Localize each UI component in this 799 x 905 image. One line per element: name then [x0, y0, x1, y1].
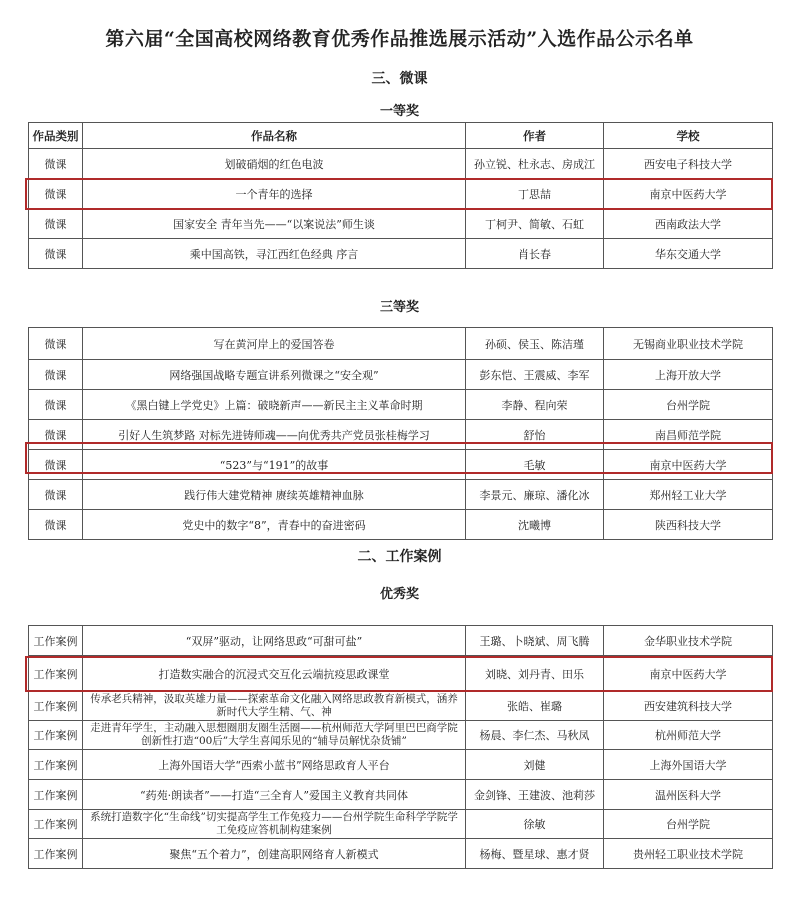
excellence-table	[28, 625, 773, 869]
cell-author: 丁思喆	[466, 179, 604, 209]
cell-category: 微课	[29, 239, 83, 269]
table-row	[29, 810, 773, 839]
award-heading-first-prize: 一等奖	[379, 104, 419, 119]
cell-category: 微课	[29, 450, 83, 480]
document-title: 第六届“全国高校网络教育优秀作品推选展示活动”入选作品公示名单	[105, 28, 694, 50]
cell-school: 温州医科大学	[604, 780, 773, 810]
cell-author: 刘晓、刘丹青、田乐	[466, 656, 604, 692]
cell-author: 张皓、崔璐	[466, 692, 604, 721]
cell-work-name: 划破硝烟的红色电波	[83, 149, 466, 179]
cell-work-name: 打造数实融合的沉浸式交互化云端抗疫思政课堂	[83, 656, 466, 692]
cell-author: 金剑锋、王建波、池莉莎	[466, 780, 604, 810]
table-row	[29, 360, 773, 390]
cell-school: 陕西科技大学	[604, 510, 773, 540]
cell-category: 微课	[29, 510, 83, 540]
cell-author: 孙立锐、杜永志、房成江	[466, 149, 604, 179]
cell-work-name: “523”与“191”的故事	[83, 450, 466, 480]
cell-work-name: “双屏”驱动，让网络思政“可甜可盐”	[83, 626, 466, 656]
cell-category: 工作案例	[29, 750, 83, 780]
cell-school: 金华职业技术学院	[604, 626, 773, 656]
cell-author: 王璐、卜晓斌、周飞腾	[466, 626, 604, 656]
cell-work-name: 党史中的数字“8”，青春中的奋进密码	[83, 510, 466, 540]
cell-school: 台州学院	[604, 810, 773, 839]
cell-school: 西南政法大学	[604, 209, 773, 239]
header-work-name: 作品名称	[83, 123, 466, 149]
cell-category: 微课	[29, 209, 83, 239]
cell-work-name: 国家安全 青年当先——“以案说法”师生谈	[83, 209, 466, 239]
cell-school: 南京中医药大学	[604, 656, 773, 692]
cell-work-name: 《黑白键上学党史》上篇：破晓新声——新民主主义革命时期	[83, 390, 466, 420]
cell-work-name: 引好人生筑梦路 对标先进铸师魂——向优秀共产党员张桂梅学习	[83, 420, 466, 450]
cell-author: 徐敏	[466, 810, 604, 839]
cell-author: 毛敏	[466, 450, 604, 480]
table-row	[29, 692, 773, 721]
table-row	[29, 750, 773, 780]
cell-category: 微课	[29, 390, 83, 420]
header-author: 作者	[466, 123, 604, 149]
cell-work-name: 一个青年的选择	[83, 179, 466, 209]
award-heading-third-prize: 三等奖	[379, 300, 419, 315]
table-row	[29, 328, 773, 360]
cell-school: 贵州轻工职业技术学院	[604, 839, 773, 869]
cell-category: 工作案例	[29, 780, 83, 810]
cell-school: 杭州师范大学	[604, 721, 773, 750]
cell-author: 杨晨、李仁杰、马秋凤	[466, 721, 604, 750]
table-row	[29, 179, 773, 209]
cell-category: 微课	[29, 480, 83, 510]
header-school: 学校	[604, 123, 773, 149]
cell-work-name: 网络强国战略专题宣讲系列微课之“安全观”	[83, 360, 466, 390]
cell-category: 工作案例	[29, 656, 83, 692]
cell-work-name: 写在黄河岸上的爱国答卷	[83, 328, 466, 360]
cell-work-name: 走进青年学生，主动融入思想圈朋友圈生活圈——杭州师范大学阿里巴巴商学院创新性打造“00后”大学生喜闻乐见的“辅导员解忧杂货铺”	[83, 721, 466, 750]
table-row	[29, 390, 773, 420]
cell-category: 微课	[29, 360, 83, 390]
table-row	[29, 239, 773, 269]
cell-school: 南京中医药大学	[604, 179, 773, 209]
cell-author: 孙硕、侯玉、陈洁瑾	[466, 328, 604, 360]
cell-author: 刘健	[466, 750, 604, 780]
table-row	[29, 149, 773, 179]
section-heading-microcourse: 三、微课	[371, 71, 428, 87]
cell-work-name: 践行伟大建党精神 赓续英雄精神血脉	[83, 480, 466, 510]
table-row	[29, 780, 773, 810]
first-prize-table	[28, 122, 773, 269]
cell-school: 南京中医药大学	[604, 450, 773, 480]
section-heading-work-cases: 二、工作案例	[357, 549, 442, 565]
table-row	[29, 839, 773, 869]
cell-category: 微课	[29, 149, 83, 179]
cell-school: 上海开放大学	[604, 360, 773, 390]
award-heading-excellence: 优秀奖	[379, 587, 419, 602]
cell-school: 南昌师范学院	[604, 420, 773, 450]
cell-work-name: 聚焦“五个着力”，创建高职网络育人新模式	[83, 839, 466, 869]
cell-category: 工作案例	[29, 839, 83, 869]
cell-category: 工作案例	[29, 692, 83, 721]
table-row	[29, 510, 773, 540]
cell-category: 微课	[29, 328, 83, 360]
cell-work-name: 系统打造数字化“生命线”切实提高学生工作免疫力——台州学院生命科学学院学工免疫应答机制构建案例	[83, 810, 466, 839]
header-category: 作品类别	[29, 123, 83, 149]
cell-author: 李静、程向荣	[466, 390, 604, 420]
cell-author: 舒怡	[466, 420, 604, 450]
table-row	[29, 209, 773, 239]
table-row	[29, 480, 773, 510]
table-row	[29, 626, 773, 656]
cell-category: 微课	[29, 179, 83, 209]
cell-work-name: 传承老兵精神，汲取英雄力量——探索革命文化融入网络思政教育新模式，涵养新时代大学生精、气、神	[83, 692, 466, 721]
cell-category: 工作案例	[29, 810, 83, 839]
cell-author: 李景元、廉琼、潘化冰	[466, 480, 604, 510]
table-row	[29, 420, 773, 450]
cell-author: 肖长春	[466, 239, 604, 269]
cell-work-name: 乘中国高铁，寻江西红色经典 序言	[83, 239, 466, 269]
cell-category: 工作案例	[29, 721, 83, 750]
cell-author: 沈曦博	[466, 510, 604, 540]
cell-author: 彭东恺、王震威、李军	[466, 360, 604, 390]
table-row	[29, 656, 773, 692]
table-header-row	[29, 123, 773, 149]
cell-author: 杨梅、暨星球、惠才贤	[466, 839, 604, 869]
cell-school: 上海外国语大学	[604, 750, 773, 780]
cell-school: 西安电子科技大学	[604, 149, 773, 179]
cell-category: 微课	[29, 420, 83, 450]
table-row	[29, 721, 773, 750]
cell-school: 西安建筑科技大学	[604, 692, 773, 721]
cell-work-name: “药苑·朗读者”——打造“三全育人”爱国主义教育共同体	[83, 780, 466, 810]
cell-school: 郑州轻工业大学	[604, 480, 773, 510]
third-prize-table	[28, 327, 773, 540]
cell-category: 工作案例	[29, 626, 83, 656]
cell-school: 华东交通大学	[604, 239, 773, 269]
cell-author: 丁柯尹、简敏、石虹	[466, 209, 604, 239]
table-row	[29, 450, 773, 480]
cell-school: 台州学院	[604, 390, 773, 420]
cell-work-name: 上海外国语大学“西索小蓝书”网络思政育人平台	[83, 750, 466, 780]
cell-school: 无锡商业职业技术学院	[604, 328, 773, 360]
